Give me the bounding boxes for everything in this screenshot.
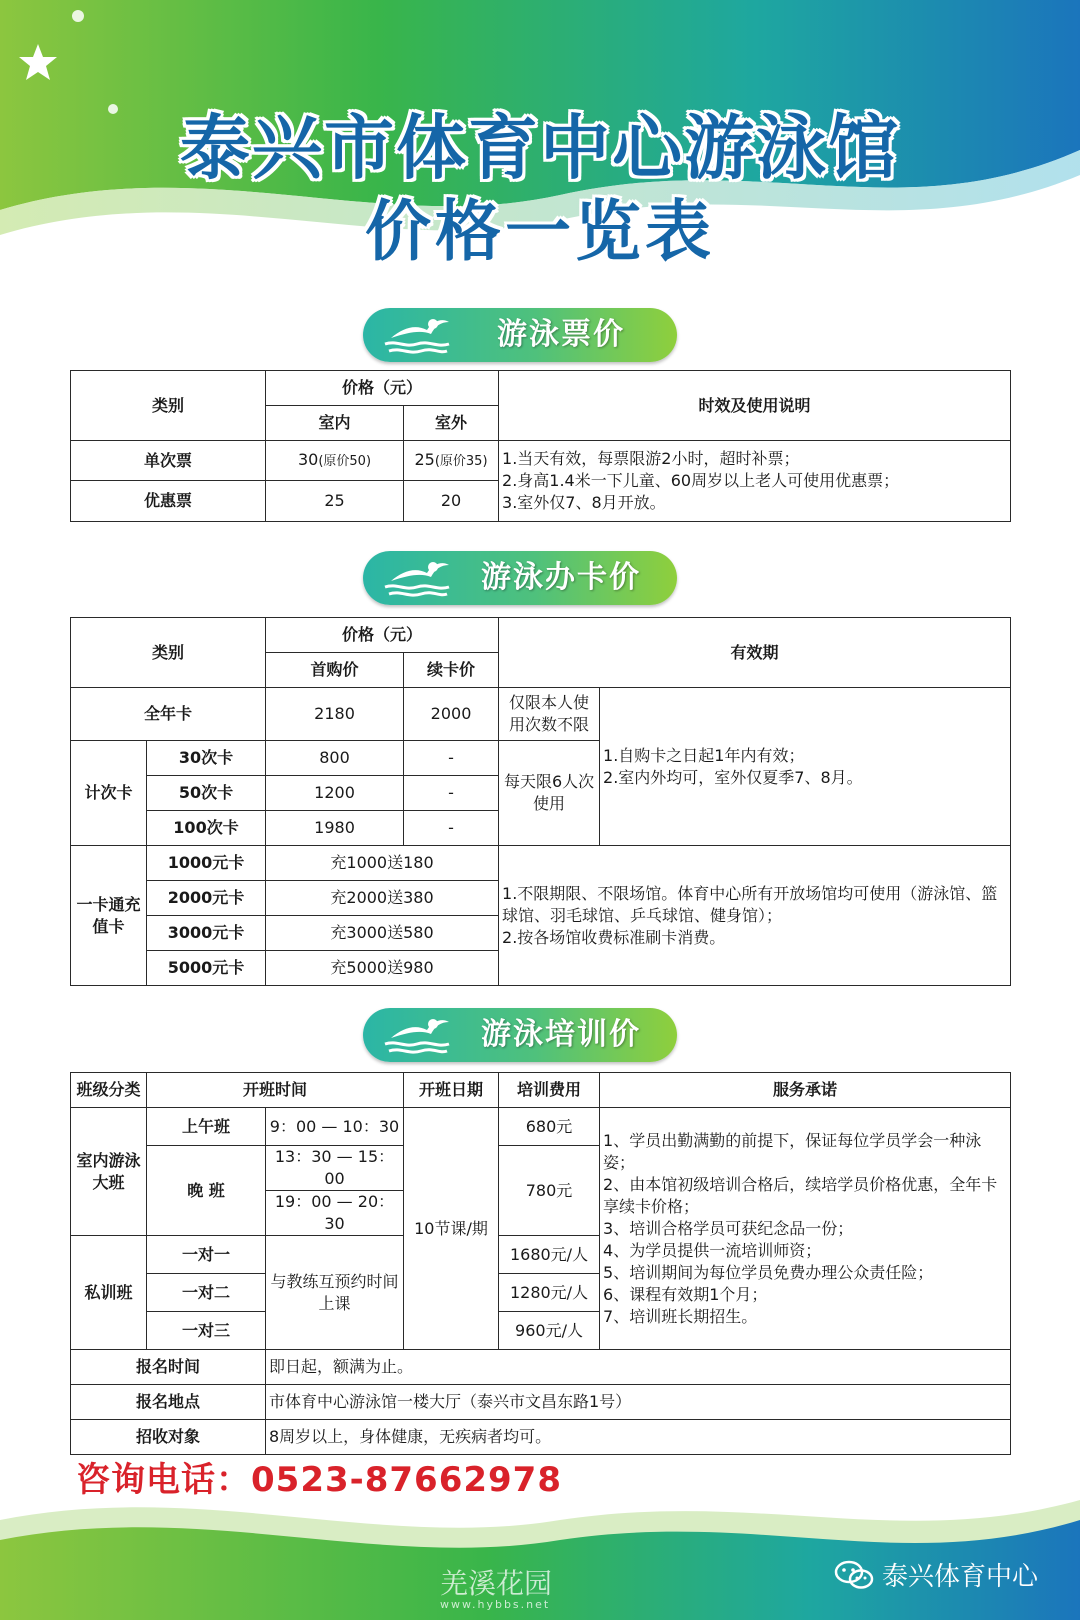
row-1000-card: 1000元卡	[147, 846, 266, 881]
row-one-on-two: 一对二	[147, 1274, 266, 1312]
row-one-on-three: 一对三	[147, 1312, 266, 1350]
target-value: 8周岁以上，身体健康，无疾病者均可。	[266, 1420, 1011, 1455]
section-header-card	[363, 551, 677, 605]
row-30-count-card: 30次卡	[147, 741, 266, 776]
s1000-value: 充1000送180	[266, 846, 499, 881]
header-first-price: 首购价	[266, 653, 404, 688]
class-period: 10节课/期	[404, 1108, 499, 1350]
watermark: 羌溪花园 www.hybbs.net	[440, 1567, 553, 1611]
annual-renew-price: 2000	[404, 688, 499, 741]
header-date: 开班日期	[404, 1073, 499, 1108]
row-discount-ticket: 优惠票	[71, 481, 266, 522]
row-evening-class: 晚 班	[147, 1146, 266, 1236]
section-header-training	[363, 1008, 677, 1062]
one-on-one-fee: 1680元/人	[499, 1236, 600, 1274]
header-indoor: 室内	[266, 406, 404, 441]
header-outdoor: 室外	[404, 406, 499, 441]
header-renew-price: 续卡价	[404, 653, 499, 688]
row-single-ticket: 单次票	[71, 441, 266, 481]
swimmer-icon	[381, 314, 453, 356]
header-time: 开班时间	[147, 1073, 404, 1108]
swimmer-icon	[381, 557, 453, 599]
private-class-group: 私训班	[71, 1236, 147, 1350]
stored-card-group: 一卡通充值卡	[71, 846, 147, 986]
row-100-count-card: 100次卡	[147, 811, 266, 846]
stored-card-notes: 1.不限期限、不限场馆。体育中心所有开放场馆均可使用（游泳馆、篮球馆、羽毛球馆、乒乓球馆、健身馆）； 2.按各场馆收费标准刷卡消费。	[499, 846, 1011, 986]
row-3000-card: 3000元卡	[147, 916, 266, 951]
ticket-price-table	[70, 370, 1011, 522]
count50-first-price: 1200	[266, 776, 404, 811]
s5000-value: 充5000送980	[266, 951, 499, 986]
evening-time-1: 13：30 — 15：00	[266, 1146, 404, 1191]
annual-usage: 仅限本人使用次数不限	[499, 688, 600, 741]
signup-place-value: 市体育中心游泳馆一楼大厅（泰兴市文昌东路1号）	[266, 1385, 1011, 1420]
discount-indoor-price: 25	[266, 481, 404, 522]
wechat-icon	[834, 1560, 874, 1590]
brand-name: 泰兴体育中心	[882, 1562, 1039, 1592]
row-2000-card: 2000元卡	[147, 881, 266, 916]
count-card-group: 计次卡	[71, 741, 147, 846]
section-title: 游泳票价	[497, 317, 625, 352]
s2000-value: 充2000送380	[266, 881, 499, 916]
annual-first-price: 2180	[266, 688, 404, 741]
consult-phone: 咨询电话：0523-87662978	[76, 1460, 562, 1500]
one-on-three-fee: 960元/人	[499, 1312, 600, 1350]
count30-first-price: 800	[266, 741, 404, 776]
indoor-class-group: 室内游泳大班	[71, 1108, 147, 1236]
wechat-brand	[834, 1556, 1038, 1593]
ticket-notes: 1.当天有效，每票限游2小时，超时补票； 2.身高1.4米一下儿童、60周岁以上老人可使用优惠票； 3.室外仅7、8月开放。	[499, 441, 1011, 522]
single-indoor-price: 30(原价50)	[266, 441, 404, 481]
signup-time-value: 即日起，额满为止。	[266, 1350, 1011, 1385]
decorative-dot	[72, 10, 84, 22]
discount-outdoor-price: 20	[404, 481, 499, 522]
row-one-on-one: 一对一	[147, 1236, 266, 1274]
section-title: 游泳办卡价	[481, 560, 641, 595]
signup-place-label: 报名地点	[71, 1385, 266, 1420]
card-validity-notes: 1.自购卡之日起1年内有效； 2.室内外均可，室外仅夏季7、8月。	[600, 688, 1011, 846]
service-promises: 1、学员出勤满勤的前提下，保证每位学员学会一种泳姿； 2、由本馆初级培训合格后，续培学员价格优惠，全年卡享续卡价格； 3、培训合格学员可获纪念品一份； 4、为学员提供一流培训师资； 5、培训期间为每位学员免费办理公众责任险； 6、课程有效期1个月； 7、培训班长期招生。	[600, 1108, 1011, 1350]
count100-first-price: 1980	[266, 811, 404, 846]
section-header-ticket	[363, 308, 677, 362]
header-price: 价格（元）	[266, 618, 499, 653]
row-5000-card: 5000元卡	[147, 951, 266, 986]
header-class: 班级分类	[71, 1073, 147, 1108]
morning-fee: 680元	[499, 1108, 600, 1146]
page-subtitle: 价格一览表	[365, 193, 715, 270]
header-category: 类别	[71, 371, 266, 441]
signup-time-label: 报名时间	[71, 1350, 266, 1385]
count30-renew-price: -	[404, 741, 499, 776]
page-title: 泰兴市体育中心游泳馆	[180, 107, 900, 189]
count100-renew-price: -	[404, 811, 499, 846]
row-morning-class: 上午班	[147, 1108, 266, 1146]
s3000-value: 充3000送580	[266, 916, 499, 951]
morning-time: 9：00 — 10：30	[266, 1108, 404, 1146]
header-notes: 时效及使用说明	[499, 371, 1011, 441]
evening-time-2: 19：00 — 20：30	[266, 1191, 404, 1236]
row-50-count-card: 50次卡	[147, 776, 266, 811]
count-card-usage: 每天限6人次使用	[499, 741, 600, 846]
star-icon	[18, 42, 58, 82]
row-annual-card: 全年卡	[71, 688, 266, 741]
private-time: 与教练互预约时间上课	[266, 1236, 404, 1350]
target-label: 招收对象	[71, 1420, 266, 1455]
header-fee: 培训费用	[499, 1073, 600, 1108]
training-price-table	[70, 1072, 1011, 1455]
card-price-table	[70, 617, 1011, 986]
header-price: 价格（元）	[266, 371, 499, 406]
count50-renew-price: -	[404, 776, 499, 811]
header-category: 类别	[71, 618, 266, 688]
swimmer-icon	[381, 1014, 453, 1056]
single-outdoor-price: 25(原价35)	[404, 441, 499, 481]
header-validity: 有效期	[499, 618, 1011, 688]
header-service: 服务承诺	[600, 1073, 1011, 1108]
section-title: 游泳培训价	[481, 1017, 641, 1052]
one-on-two-fee: 1280元/人	[499, 1274, 600, 1312]
evening-fee: 780元	[499, 1146, 600, 1236]
